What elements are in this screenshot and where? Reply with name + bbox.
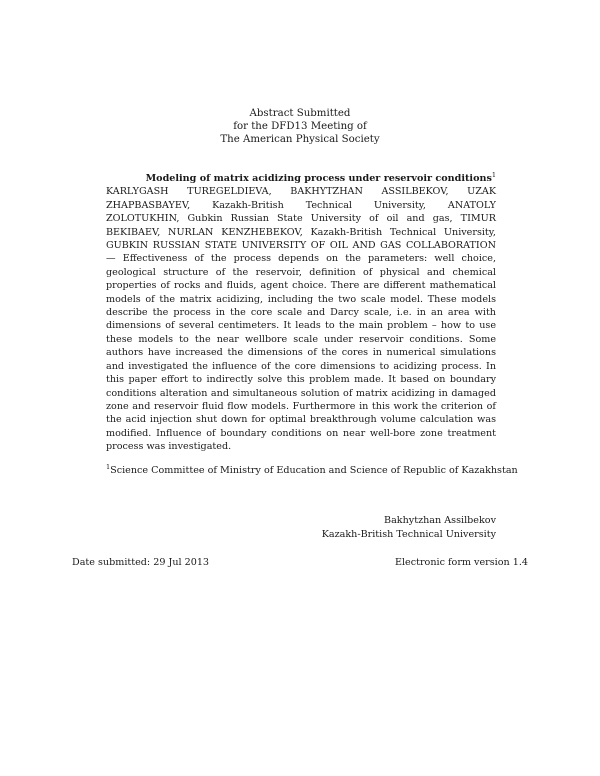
author-list: KARLYGASH TUREGELDIEVA, BAKHYTZHAN ASSILBEKOV, UZAK ZHAPBASBAYEV, Kazakh-British Technical University, ANATOLY ZOLOTUKHIN, Gubkin Russian State University of oil and gas, TIMUR BEKIBAEV, NURLAN KENZHEBEKOV, Kazakh-British Technical University, GUBKIN RUSSIAN STATE UNIVERSITY OF OIL AND GAS COLLABORATION [106, 186, 496, 252]
date-submitted: Date submitted: 29 Jul 2013 [72, 557, 210, 568]
submitter-block [300, 514, 496, 542]
abstract-title-line [106, 169, 496, 185]
title-footnote-mark: 1 [491, 171, 496, 179]
submission-header [0, 107, 600, 146]
header-line-1: Abstract Submitted [249, 108, 351, 119]
abstract-block [106, 169, 496, 454]
authors-separator: — [106, 253, 123, 265]
submitter-name: Bakhytzhan Assilbekov [384, 515, 496, 526]
abstract-title: Modeling of matrix acidizing process under reservoir conditions [145, 173, 492, 184]
header-line-2: for the DFD13 Meeting of [233, 121, 367, 132]
header-line-3: The American Physical Society [220, 134, 380, 145]
submitter-affiliation: Kazakh-British Technical University [321, 529, 496, 540]
footnote-mark: 1 [106, 463, 111, 471]
form-version: Electronic form version 1.4 [394, 557, 528, 568]
abstract-text [106, 185, 496, 453]
footnote-text: Science Committee of Ministry of Education and Science of Republic of Kazakhstan [110, 465, 518, 476]
abstract-body: Effectiveness of the process depends on the parameters: well choice, geological structure of the reservoir, definition of physical and chemical properties of rocks and fluids, agent choice. There are different mathematical models of the matrix acidizing, including the two scale model. These models describe the process in the core scale and Darcy scale, i.e. in an area with dimensions of several centimeters. It leads to the main problem – how to use these models to the near wellbore scale under reservoir conditions. Some authors have increased the dimensions of the cores in numerical simulations and investigated the influence of the core dimensions to acidizing process. In this paper effort to indirectly solve this problem made. It based on boundary conditions alteration and simultaneous solution of matrix acidizing in damaged zone and reservoir fluid flow models. Furthermore in this work the criterion of the acid injection shut down for optimal breakthrough volume calculation was modified. Influence of boundary conditions on near well-bore zone treatment process was investigated. [106, 253, 496, 453]
funding-footnote [106, 461, 518, 477]
